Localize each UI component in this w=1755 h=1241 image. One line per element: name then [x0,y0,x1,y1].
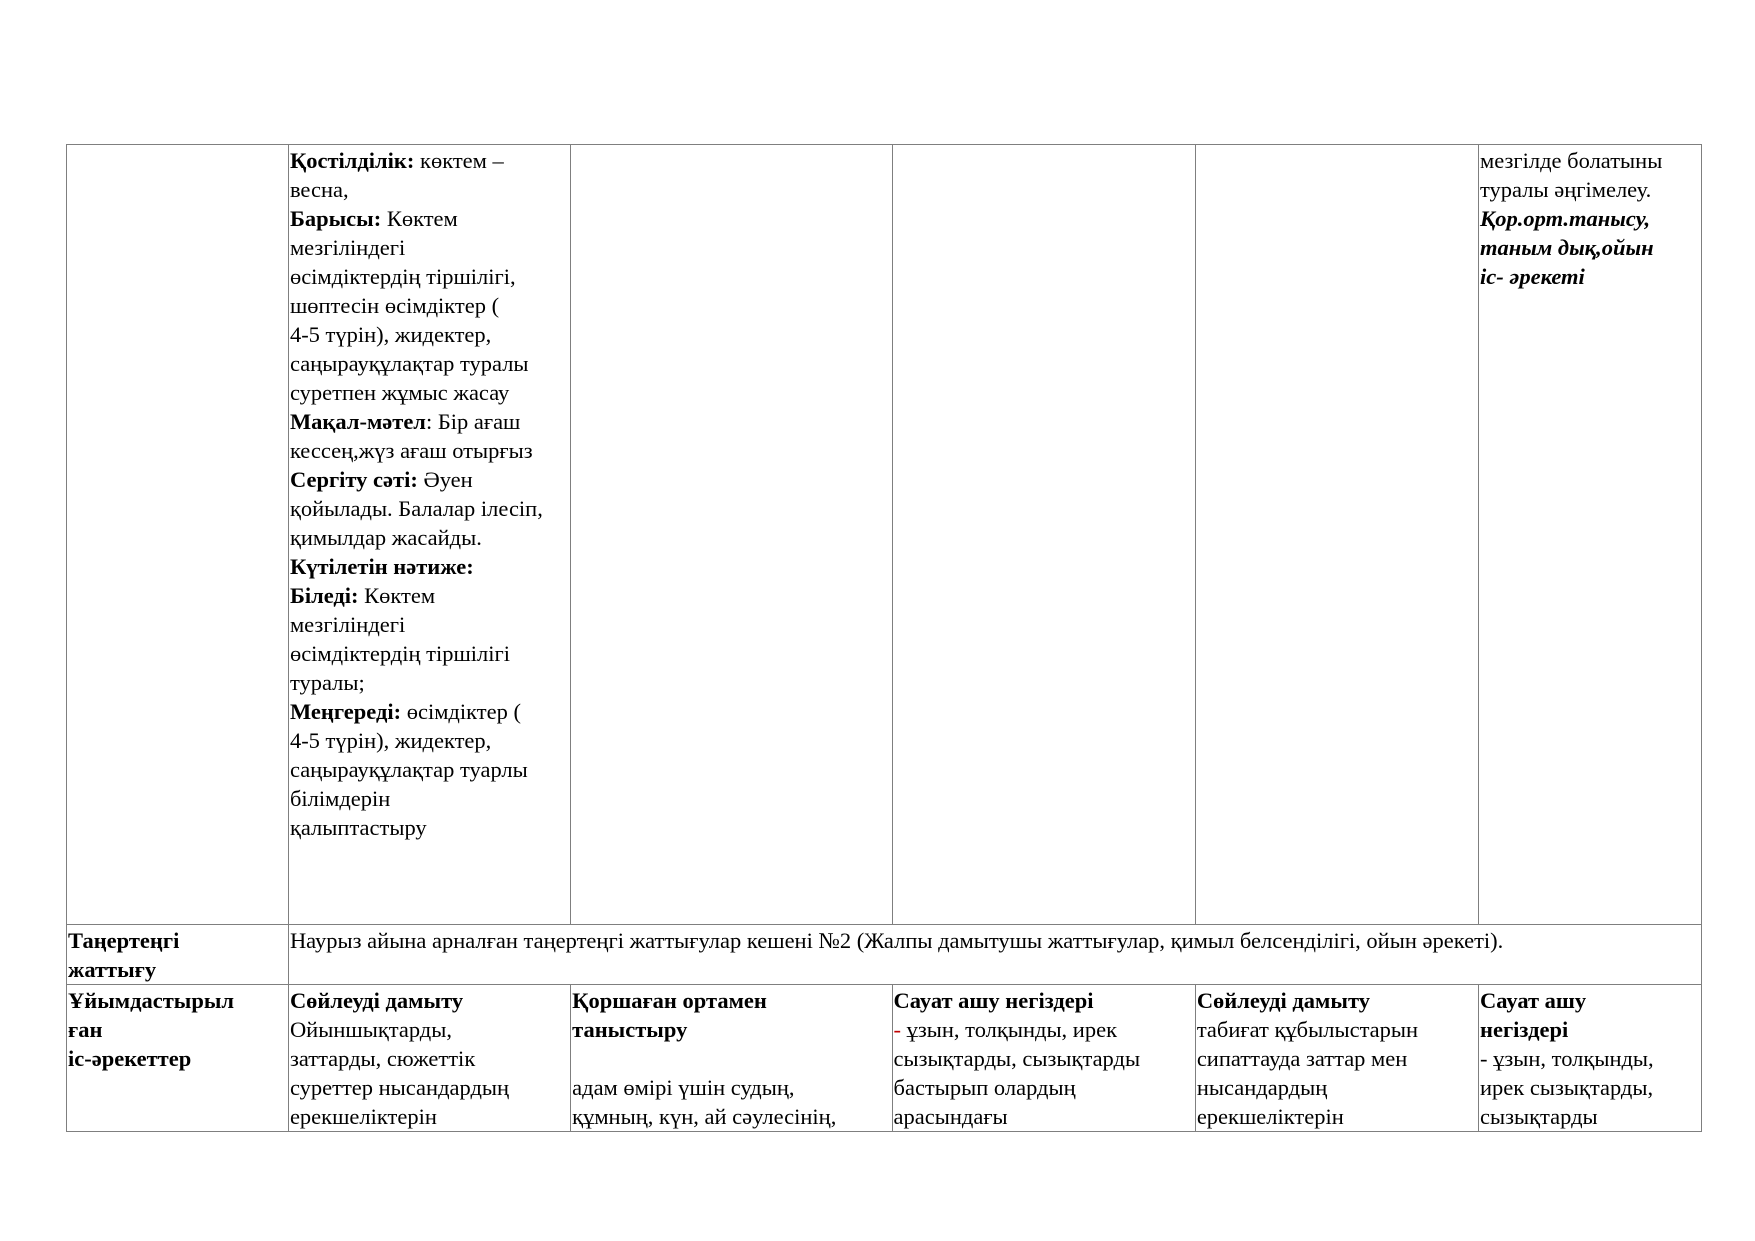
activity-text: қалыптастыру [289,815,427,840]
lesson-text: сызықтарды [1480,1104,1598,1129]
lesson-text: суреттер нысандардың [289,1075,510,1100]
table-row-activities-continued [67,145,1702,925]
activity-text: мезгіліндегі [289,612,406,637]
cell-tuesday-activity [571,145,892,925]
cell-friday-activity [1479,145,1702,925]
activity-line [290,204,569,233]
activity-line [290,320,569,349]
cell-wednesday-lesson [892,985,1195,1132]
row-label-line: Ұйымдастырыл [68,988,235,1013]
activity-text: саңырауқұлақтар туралы [289,351,529,376]
activity-heading: Мақал-мәтел [289,409,426,434]
integration-note: іс- әрекеті [1480,264,1585,289]
lesson-text [894,1015,1194,1044]
activity-line [290,610,569,639]
activity-text: кессең,жүз ағаш отырғыз [289,438,533,463]
lesson-title: Сауат ашу [1480,988,1587,1013]
activity-text: : Бір ағаш [425,409,521,434]
lesson-text: нысандардың [1196,1075,1328,1100]
activity-line [290,233,569,262]
activity-text: весна, [289,177,349,202]
lesson-title: Қоршаған ортамен [572,988,767,1013]
activity-line [290,407,569,436]
morning-exercise-description [288,925,1701,985]
activity-heading: Сергіту сәті: [289,467,418,492]
cell-thursday-lesson [1195,985,1478,1132]
activity-text: қимылдар жасайды. [289,525,482,550]
lesson-text: құмның, күн, ай сәулесінің, [572,1104,837,1129]
activity-text: өсімдіктердің тіршілігі [289,641,511,666]
activity-text: туралы; [289,670,365,695]
activity-line [290,262,569,291]
lesson-text: сипаттауда заттар мен [1196,1046,1408,1071]
lesson-text: сызықтарды, сызықтарды [893,1046,1141,1071]
activity-line [290,175,569,204]
lesson-text-fragment: ұзын, толқынды, ирек [901,1017,1118,1042]
cell-monday-activity [288,145,570,925]
activity-heading: Күтілетін нәтиже: [289,554,474,579]
activity-text: шөптесін өсімдіктер ( [289,293,500,318]
lesson-title: Сөйлеуді дамыту [1196,988,1370,1013]
activity-heading: Меңгереді: [289,699,402,724]
row-label-line: Таңертеңгі [68,928,180,953]
row-label-line: ған [68,1017,103,1042]
lesson-title: Сөйлеуді дамыту [289,988,464,1013]
activity-text: Көктем [381,206,458,231]
activity-line [290,291,569,320]
text-line: мезгілде болатыны [1480,148,1663,173]
lesson-title: Сауат ашу негіздері [893,988,1094,1013]
activity-text: Әуен [417,467,473,492]
integration-note: Қор.орт.танысу, [1480,206,1651,231]
activity-line [290,552,569,581]
row-label-cell-empty [67,145,289,925]
activity-text: 4-5 түрін), жидектер, [289,322,492,347]
activity-line [290,465,569,494]
lesson-text: бастырып олардың [893,1075,1076,1100]
cell-tuesday-lesson [571,985,892,1132]
activity-text: саңырауқұлақтар туарлы [289,757,528,782]
activity-line [290,755,569,784]
activity-text: қойылады. Балалар ілесіп, [289,496,543,521]
integration-note: таным дық,ойын [1480,235,1654,260]
activity-line [290,523,569,552]
activity-line [290,146,569,175]
lesson-text: ерекшеліктерін [289,1104,437,1129]
activity-text: өсімдіктер ( [401,699,521,724]
activity-text: көктем – [414,148,504,173]
activity-line [290,581,569,610]
bullet-dash: - [893,1017,902,1042]
lesson-text: адам өмірі үшін судың, [572,1075,795,1100]
row-label-organized-activities [67,985,289,1132]
activity-heading: Біледі: [289,583,359,608]
activity-text: мезгіліндегі [289,235,406,260]
table-row-organized-activities [67,985,1702,1132]
lesson-text: арасындағы [893,1104,1008,1129]
row-label-line: іс-әрекеттер [68,1046,192,1071]
activity-heading: Барысы: [289,206,382,231]
activity-line [290,639,569,668]
cell-friday-lesson [1479,985,1702,1132]
activity-text: өсімдіктердің тіршілігі, [289,264,516,289]
table-row-morning-exercise [67,925,1702,985]
activity-line [290,668,569,697]
lesson-title: таныстыру [572,1017,688,1042]
activity-line [290,813,569,842]
cell-monday-lesson [288,985,570,1132]
activity-line [290,494,569,523]
activity-text: Көктем [358,583,436,608]
lesson-text: ирек сызықтарды, [1480,1075,1654,1100]
activity-line [290,378,569,407]
lesson-text: Ойыншықтарды, [289,1017,452,1042]
activity-line [290,784,569,813]
activity-text: суретпен жұмыс жасау [289,380,510,405]
lesson-text: табиғат құбылыстарын [1196,1017,1419,1042]
activity-line [290,349,569,378]
text-line: туралы әңгімелеу. [1480,177,1652,202]
lesson-text: ерекшеліктерін [1196,1104,1344,1129]
activity-line [290,726,569,755]
cell-wednesday-activity [892,145,1195,925]
activity-line [290,436,569,465]
cell-thursday-activity [1195,145,1478,925]
lesson-text: - ұзын, толқынды, [1480,1046,1654,1071]
lesson-text: заттарды, сюжеттік [289,1046,476,1071]
lesson-text [572,1044,890,1073]
lesson-plan-table [66,144,1702,1132]
row-label-morning-exercise [67,925,289,985]
activity-heading: Қостілділік: [289,148,415,173]
lesson-title: негіздері [1480,1017,1569,1042]
row-label-line: жаттығу [68,957,157,982]
activity-text: 4-5 түрін), жидектер, [289,728,492,753]
morning-exercise-text: Наурыз айына арналған таңертеңгі жаттығулар кешені №2 (Жалпы дамытушы жаттығулар, қимыл белсенділігі, ойын әрекеті). [289,928,1504,953]
activity-text: білімдерін [289,786,391,811]
activity-line [290,697,569,726]
